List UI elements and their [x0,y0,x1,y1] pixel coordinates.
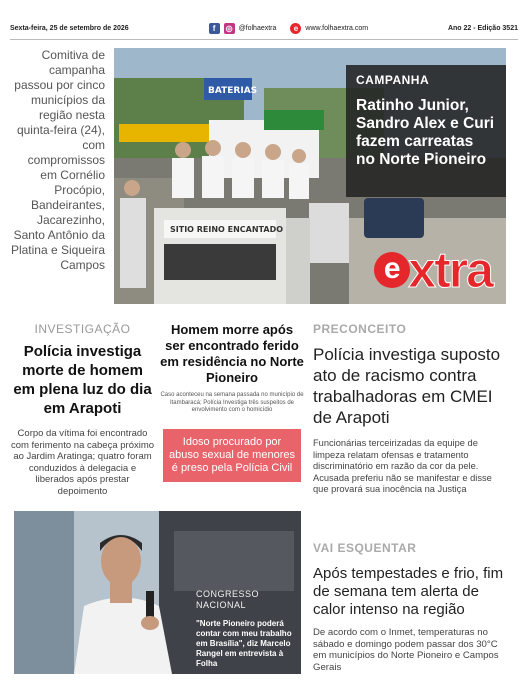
edition-number: Ano 22 - Edição 3521 [447,25,518,32]
article-preconceito[interactable] [313,322,508,496]
preconceito-kicker: PRECONCEITO [313,322,407,336]
esquentar-kicker: VAI ESQUENTAR [313,541,417,555]
instagram-icon[interactable]: ◎ [224,23,235,34]
esquentar-title[interactable]: Após tempestades e frio, fim de semana tem alerta de calor intenso na região [313,565,504,618]
homem-morre-title[interactable]: Homem morre após ser encontrado ferido em residência no Norte Pioneiro [160,322,304,385]
hero-photo[interactable] [114,48,506,304]
investigacao-kicker: INVESTIGAÇÃO [34,322,131,336]
homem-morre-body: Caso aconteceu na semana passada no município de Itambaracá; Polícia Investiga três suspeitos de envolvimento com o homicídio [160,392,304,413]
top-bar [10,18,518,40]
article-vai-esquentar[interactable] [313,541,508,673]
idoso-preso-highlight[interactable]: Idoso procurado por abuso sexual de menores é preso pela Polícia Civil [163,429,301,482]
congresso-photo[interactable] [14,511,301,674]
preconceito-body: Funcionárias terceirizadas da equipe de limpeza relatam ofensas e tratamento discriminatório em razão da cor da pele. Acusada preferiu não se manifestar e disse que provará sua inocência na Justiça [313,438,492,494]
congresso-caption[interactable] [196,589,300,669]
facebook-icon[interactable]: f [209,23,220,34]
investigacao-body: Corpo da vítima foi encontrado com ferimento na cabeça próximo ao Jardim Aratinga; quatro foram conduzidos à delegacia e liberados após prestar depoimento [10,428,155,497]
investigacao-title[interactable]: Polícia investiga morte de homem em plena luz do dia em Arapoti [13,343,152,417]
hero-summary: Comitiva de campanha passou por cinco municípios da região nesta quinta-feira (24), com compromissos em Cornélio Procópio, Bandeirantes, Jacarezinho, Santo Antônio da Platina e Siqueira Campos [10,48,105,272]
truck-sign-text: SITIO REINO ENCANTADO [170,225,284,234]
extra-logo-icon: e [290,23,301,34]
social-links [209,23,369,34]
congresso-kicker: CONGRESSO NACIONAL [196,589,260,610]
issue-date: Sexta-feira, 25 de setembro de 2026 [10,25,129,32]
article-investigacao[interactable] [10,322,155,497]
extra-logo-text: xtra [408,242,492,298]
hero-headline[interactable]: Ratinho Junior, Sandro Alex e Curi fazem carreatas no Norte Pioneiro [356,97,495,168]
social-handle[interactable]: @folhaextra [238,25,277,32]
hero-kicker: CAMPANHA [356,73,430,87]
extra-logo [374,242,492,298]
site-url[interactable]: www.folhaextra.com [305,25,369,32]
article-homem-morre[interactable] [160,322,304,482]
batteries-sign-text: BATERIAS [208,86,258,96]
extra-logo-e: e [374,252,410,288]
congresso-quote[interactable]: "Norte Pioneiro poderá contar com meu trabalho em Brasília", diz Marcelo Rangel em entrevista à Folha [196,619,292,668]
preconceito-title[interactable]: Polícia investiga suposto ato de racismo contra trabalhadoras em CMEI de Arapoti [313,345,501,427]
esquentar-body: De acordo com o Inmet, temperaturas no sábado e domingo podem passar dos 30°C em municípios do Norte Pioneiro e Campos Gerais [313,627,499,673]
hero-headline-box[interactable] [346,65,506,197]
